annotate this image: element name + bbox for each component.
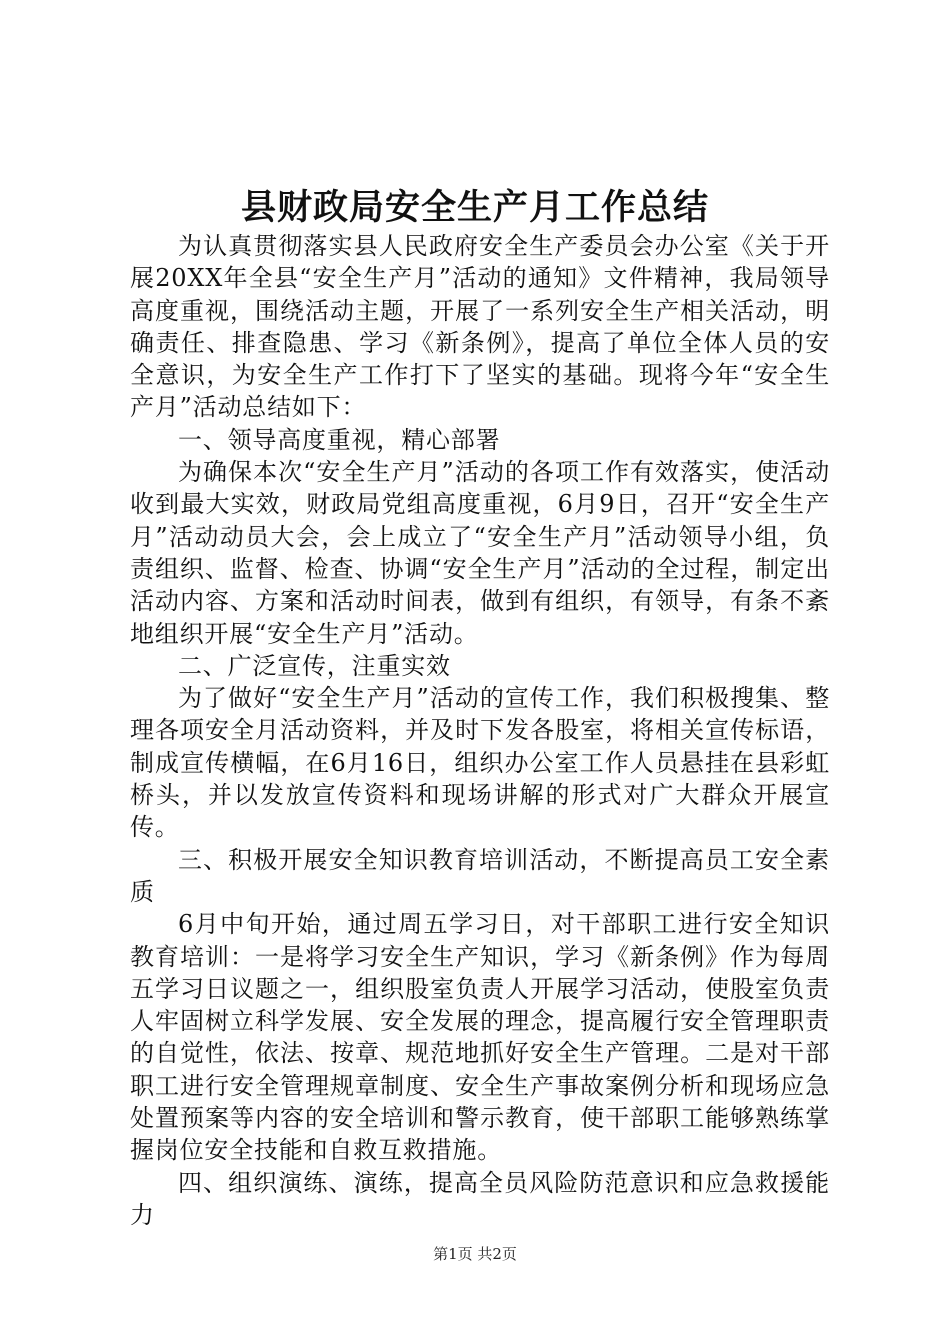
section-heading-1: 一、领导高度重视，精心部署	[178, 425, 501, 454]
page-number-footer: 第1页 共2页	[433, 1245, 517, 1263]
section-heading-4: 四、组织演练、演练，提高全员风险防范意识和应急救援能力	[130, 1168, 830, 1229]
section-heading-2: 二、广泛宣传，注重实效	[178, 651, 451, 680]
section-paragraph-2: 为了做好“安全生产月”活动的宣传工作，我们积极搜集、整理各项安全月活动资料，并及时下发各股室，将相关宣传标语，制成宣传横幅，在6月16日，组织办公室工作人员悬挂在县彩虹桥头，并以发放宣传资料和现场讲解的形式对广大群众开展宣传。	[130, 684, 830, 842]
document-title: 县财政局安全生产月工作总结	[240, 188, 709, 228]
section-paragraph-1: 为确保本次“安全生产月”活动的各项工作有效落实，使活动收到最大实效，财政局党组高度重视，6月9日，召开“安全生产月”活动动员大会，会上成立了“安全生产月”活动领导小组，负责组织、监督、检查、协调“安全生产月”活动的全过程，制定出活动内容、方案和活动时间表，做到有组织，有领导，有条不紊地组织开展“安全生产月”活动。	[130, 458, 830, 648]
intro-paragraph: 为认真贯彻落实县人民政府安全生产委员会办公室《关于开展20XX年全县“安全生产月”活动的通知》文件精神，我局领导高度重视，围绕活动主题，开展了一系列安全生产相关活动，明确责任、排查隐患、学习《新条例》，提高了单位全体人员的安全意识，为安全生产工作打下了坚实的基础。现将今年“安全生产月”活动总结如下：	[130, 232, 830, 422]
document-body	[130, 230, 830, 1231]
section-heading-3: 三、积极开展安全知识教育培训活动，不断提高员工安全素质	[130, 845, 830, 906]
section-paragraph-3: 6月中旬开始，通过周五学习日，对干部职工进行安全知识教育培训：一是将学习安全生产知识，学习《新条例》作为每周五学习日议题之一，组织股室负责人开展学习活动，使股室负责人牢固树立科学发展、安全发展的理念，提高履行安全管理职责的自觉性，依法、按章、规范地抓好安全生产管理。二是对干部职工进行安全管理规章制度、安全生产事故案例分析和现场应急处置预案等内容的安全培训和警示教育，使干部职工能够熟练掌握岗位安全技能和自救互救措施。	[130, 910, 830, 1165]
